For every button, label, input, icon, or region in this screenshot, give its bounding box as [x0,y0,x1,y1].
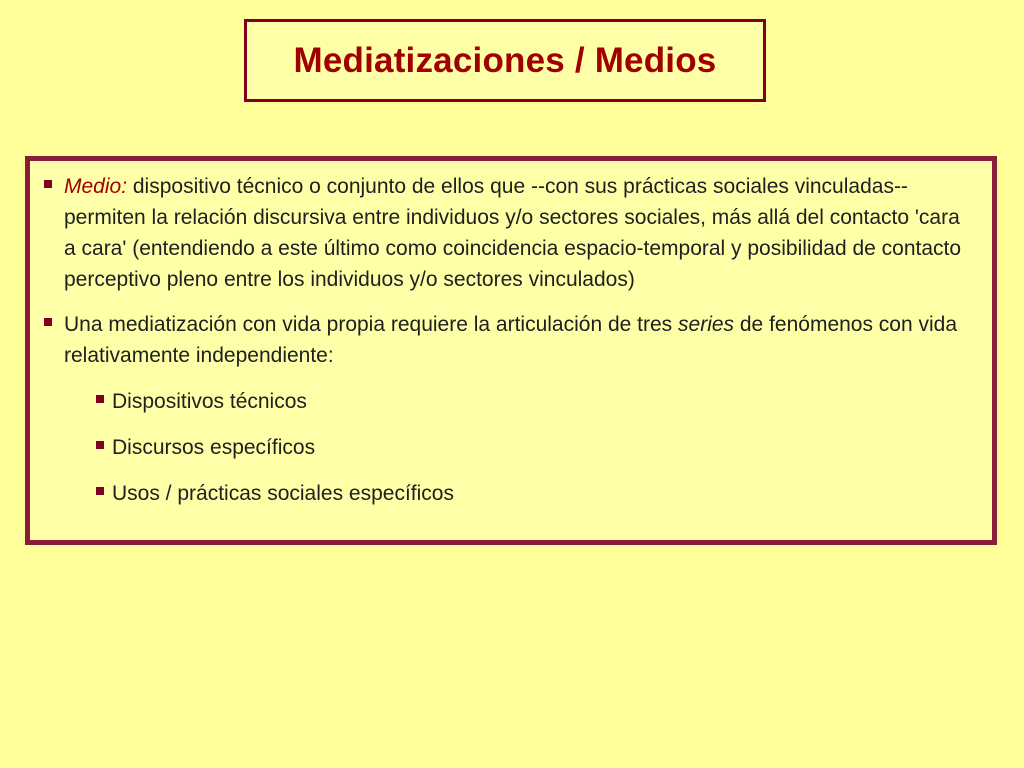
square-bullet-icon [96,432,112,449]
subbullet-item [96,432,972,463]
subbullet-text: Dispositivos técnicos [112,390,307,413]
bullet-text [64,171,972,295]
title-box [244,19,766,102]
subbullet-item [96,478,972,509]
bullet-emphasis: series [678,313,735,336]
bullet-definition: dispositivo técnico o conjunto de ellos que --con sus prácticas sociales vinculadas-- permiten la relación discursiva entre individuos y/o sectores sociales, más allá del contacto 'cara a cara' (entendiendo a este último como coincidencia espacio-temporal y posibilidad de contacto perceptivo pleno entre los individuos y/o sectores vinculados) [64,175,962,291]
subbullet-text: Discursos específicos [112,436,316,459]
slide-title: Mediatizaciones / Medios [293,40,717,80]
subbullet-text: Usos / prácticas sociales específicos [112,482,454,505]
bullet-item [44,309,972,371]
square-bullet-icon [96,478,112,495]
bullet-text-before: Una mediatización con vida propia requiere la articulación de tres [64,313,679,336]
square-bullet-icon [44,309,64,326]
subbullet-item [96,386,972,417]
square-bullet-icon [44,171,64,188]
bullet-text [64,309,972,371]
bullet-term: Medio: [64,175,128,198]
square-bullet-icon [96,386,112,403]
content-box [25,156,997,545]
bullet-text-after: de fenómenos con vida relativamente independiente: [64,313,958,367]
bullet-item [44,171,972,295]
